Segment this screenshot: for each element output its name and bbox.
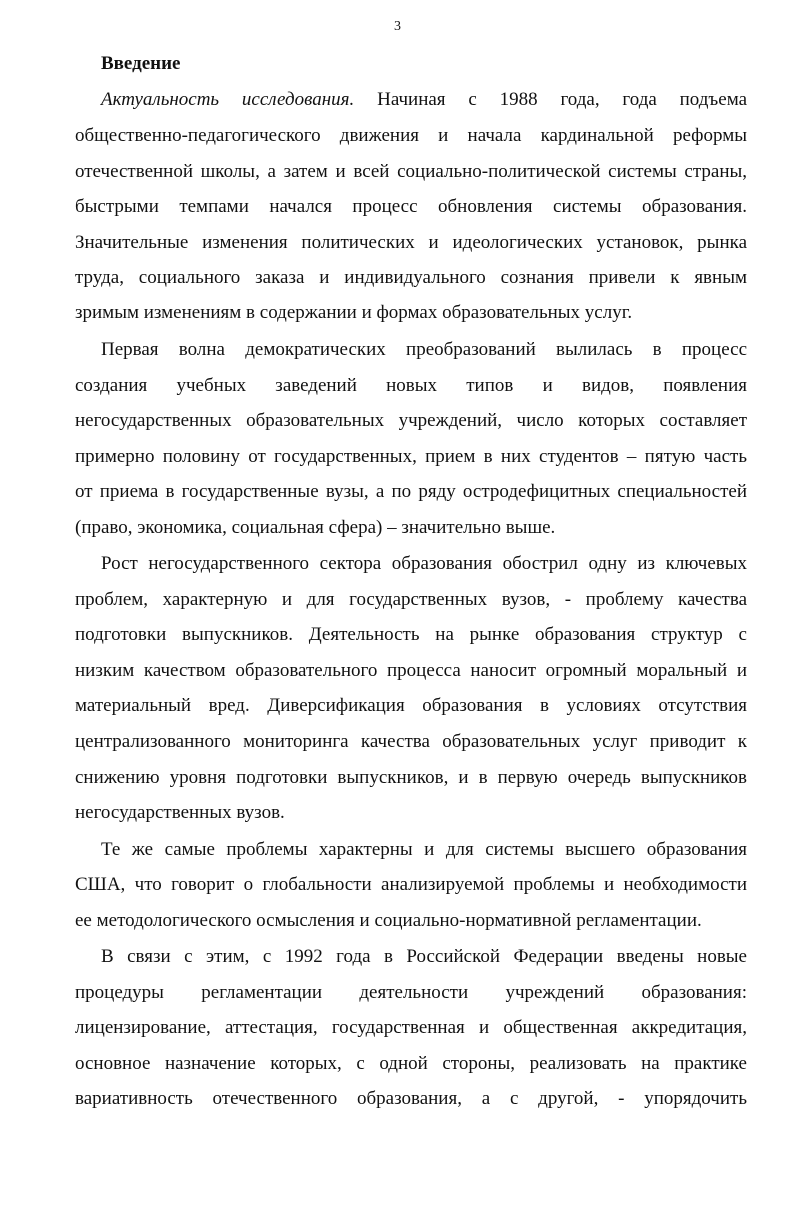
paragraph-2-line-3: негосударственных образовательных учреждений, число которых составляет (75, 410, 747, 431)
paragraph-3-line-4: низким качеством образовательного процесса наносит огромный моральный и (75, 660, 747, 681)
paragraph-4-line-3: ее методологического осмысления и социально-нормативной регламентации. (75, 910, 702, 931)
paragraph-1-line-1 (101, 88, 747, 112)
paragraph-3-line-1: Рост негосударственного сектора образования обострил одну из ключевых (101, 553, 747, 574)
paragraph-1-line-4: быстрыми темпами начался процесс обновления системы образования. (75, 196, 747, 217)
paragraph-2-line-5: от приема в государственные вузы, а по ряду остродефицитных специальностей (75, 481, 747, 502)
paragraph-4-line-2: США, что говорит о глобальности анализируемой проблемы и необходимости (75, 874, 747, 895)
paragraph-1-line-2: общественно-педагогического движения и начала кардинальной реформы (75, 125, 747, 146)
paragraph-5-line-3: лицензирование, аттестация, государственная и общественная аккредитация, (75, 1017, 747, 1038)
paragraph-1-line-1-text: Начиная с 1988 года, года подъема (377, 89, 748, 110)
page-number: 3 (394, 19, 401, 34)
section-heading: Введение (101, 53, 181, 74)
paragraph-5-line-5: вариативность отечественного образования, а с другой, - упорядочить (75, 1088, 747, 1109)
paragraph-1-line-3: отечественной школы, а затем и всей социально-политической системы страны, (75, 161, 747, 182)
paragraph-2-line-4: примерно половину от государственных, прием в них студентов – пятую часть (75, 446, 747, 467)
paragraph-3-line-7: снижению уровня подготовки выпускников, и в первую очередь выпускников (75, 767, 747, 788)
paragraph-3-line-2: проблем, характерную и для государственных вузов, - проблему качества (75, 589, 747, 610)
paragraph-2-line-2: создания учебных заведений новых типов и видов, появления (75, 375, 747, 396)
paragraph-3-line-6: централизованного мониторинга качества образовательных услуг приводит к (75, 731, 747, 752)
paragraph-5-line-4: основное назначение которых, с одной стороны, реализовать на практике (75, 1053, 747, 1074)
paragraph-1-line-6: труда, социального заказа и индивидуального сознания привели к явным (75, 267, 747, 288)
paragraph-5-line-2: процедуры регламентации деятельности учреждений образования: (75, 982, 747, 1003)
paragraph-5-line-1: В связи с этим, с 1992 года в Российской Федерации введены новые (101, 946, 747, 967)
paragraph-2-line-1: Первая волна демократических преобразований вылилась в процесс (101, 339, 747, 360)
paragraph-1-line-5: Значительные изменения политических и идеологических установок, рынка (75, 232, 747, 253)
paragraph-1-lead: Актуальность исследования. (101, 89, 355, 110)
paragraph-1-line-7: зримым изменениям в содержании и формах образовательных услуг. (75, 302, 633, 323)
paragraph-3-line-3: подготовки выпускников. Деятельность на рынке образования структур с (75, 624, 747, 645)
paragraph-3-line-8: негосударственных вузов. (75, 802, 285, 823)
paragraph-2-line-6: (право, экономика, социальная сфера) – значительно выше. (75, 517, 556, 538)
paragraph-4-line-1: Те же самые проблемы характерны и для системы высшего образования (101, 839, 747, 860)
paragraph-3-line-5: материальный вред. Диверсификация образования в условиях отсутствия (75, 695, 747, 716)
